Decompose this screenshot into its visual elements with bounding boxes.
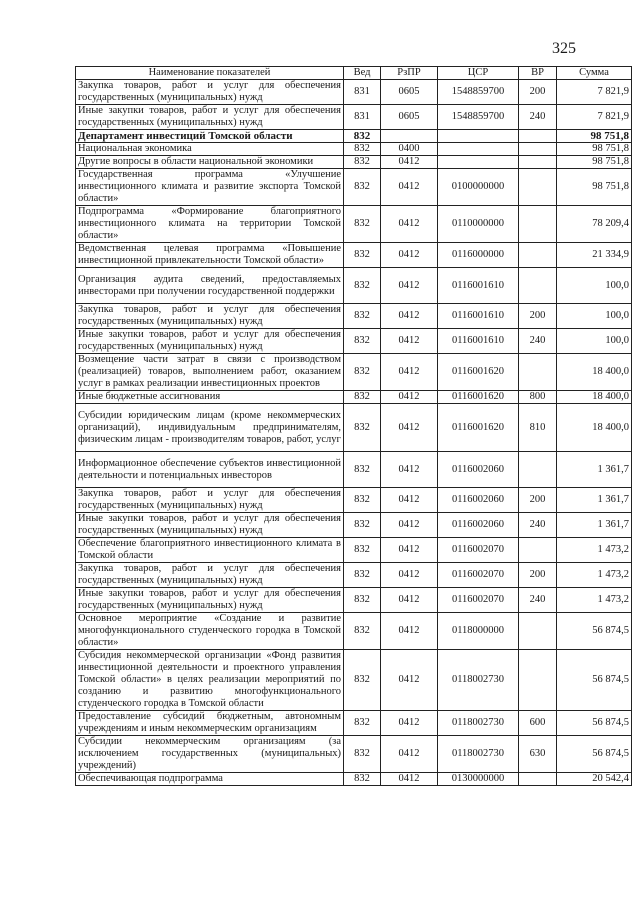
row-rzpr: 0605 <box>381 80 438 105</box>
row-rzpr: 0412 <box>381 404 438 452</box>
row-name: Информационное обеспечение субъектов инвестиционной деятельности и потенциальных инвесторов <box>76 452 344 488</box>
row-name: Другие вопросы в области национальной экономики <box>76 156 344 169</box>
row-name: Возмещение части затрат в связи с производством (реализацией) товаров, выполнением работ, оказанием услуг в рамках реализации инвестиционных проектов <box>76 354 344 391</box>
row-name: Закупка товаров, работ и услуг для обеспечения государственных (муниципальных) нужд <box>76 563 344 588</box>
row-name: Иные закупки товаров, работ и услуг для обеспечения государственных (муниципальных) нужд <box>76 513 344 538</box>
row-rzpr: 0412 <box>381 736 438 773</box>
row-sum: 78 209,4 <box>557 206 632 243</box>
row-sum: 100,0 <box>557 268 632 304</box>
row-rzpr: 0412 <box>381 391 438 404</box>
table-row <box>76 391 632 404</box>
row-rzpr: 0400 <box>381 143 438 156</box>
row-vr <box>519 650 557 711</box>
row-vr <box>519 354 557 391</box>
row-rzpr: 0605 <box>381 105 438 130</box>
row-sum: 98 751,8 <box>557 156 632 169</box>
table-row <box>76 268 632 304</box>
row-sum: 20 542,4 <box>557 773 632 786</box>
row-ved: 832 <box>344 513 381 538</box>
row-sum: 1 473,2 <box>557 563 632 588</box>
row-sum: 7 821,9 <box>557 80 632 105</box>
row-vr: 200 <box>519 80 557 105</box>
table-row <box>76 304 632 329</box>
row-rzpr: 0412 <box>381 169 438 206</box>
row-ved: 832 <box>344 650 381 711</box>
row-sum: 18 400,0 <box>557 391 632 404</box>
table-row <box>76 143 632 156</box>
row-rzpr: 0412 <box>381 650 438 711</box>
row-vr: 240 <box>519 105 557 130</box>
row-csr: 0116001620 <box>438 391 519 404</box>
row-ved: 832 <box>344 206 381 243</box>
row-vr <box>519 268 557 304</box>
row-rzpr: 0412 <box>381 329 438 354</box>
row-name: Иные закупки товаров, работ и услуг для обеспечения государственных (муниципальных) нужд <box>76 329 344 354</box>
row-name: Субсидия некоммерческой организации «Фонд развития инвестиционной деятельности и проектного управления Томской области» в целях реализации мероприятий по созданию и развитию многофункционального студенческого городка в Томской области <box>76 650 344 711</box>
table-body <box>76 80 632 786</box>
row-csr: 0116001610 <box>438 329 519 354</box>
table-row <box>76 130 632 143</box>
row-ved: 832 <box>344 329 381 354</box>
row-vr: 600 <box>519 711 557 736</box>
table-row <box>76 588 632 613</box>
table-row <box>76 404 632 452</box>
row-vr <box>519 773 557 786</box>
row-ved: 832 <box>344 452 381 488</box>
row-ved: 832 <box>344 243 381 268</box>
row-csr: 0116002070 <box>438 563 519 588</box>
row-name: Субсидии юридическим лицам (кроме некоммерческих организаций), индивидуальным предпринимателям, физическим лицам - производителям товаров, работ, услуг <box>76 404 344 452</box>
row-sum: 1 473,2 <box>557 588 632 613</box>
row-ved: 832 <box>344 736 381 773</box>
row-csr: 0130000000 <box>438 773 519 786</box>
row-name: Основное мероприятие «Создание и развитие многофункционального студенческого городка в Томской области» <box>76 613 344 650</box>
row-name: Иные закупки товаров, работ и услуг для обеспечения государственных (муниципальных) нужд <box>76 588 344 613</box>
table-row <box>76 650 632 711</box>
table-header-row <box>76 67 632 80</box>
row-ved: 832 <box>344 773 381 786</box>
row-vr <box>519 613 557 650</box>
row-csr: 1548859700 <box>438 80 519 105</box>
row-ved: 832 <box>344 169 381 206</box>
row-ved: 832 <box>344 304 381 329</box>
row-rzpr: 0412 <box>381 243 438 268</box>
page-number: 325 <box>552 40 576 57</box>
table-row <box>76 329 632 354</box>
row-rzpr: 0412 <box>381 613 438 650</box>
row-csr: 0116000000 <box>438 243 519 268</box>
column-header-ved: Вед <box>344 67 381 80</box>
row-sum: 7 821,9 <box>557 105 632 130</box>
row-rzpr: 0412 <box>381 452 438 488</box>
row-rzpr: 0412 <box>381 513 438 538</box>
row-vr <box>519 130 557 143</box>
row-name: Ведомственная целевая программа «Повышение инвестиционной привлекательности Томской области» <box>76 243 344 268</box>
row-csr: 0116001610 <box>438 304 519 329</box>
row-rzpr: 0412 <box>381 711 438 736</box>
row-name: Организация аудита сведений, предоставляемых инвесторами при получении государственной поддержки <box>76 268 344 304</box>
column-header-csr: ЦСР <box>438 67 519 80</box>
row-csr: 0116002070 <box>438 588 519 613</box>
row-vr <box>519 206 557 243</box>
row-rzpr <box>381 130 438 143</box>
row-sum: 18 400,0 <box>557 404 632 452</box>
row-sum: 21 334,9 <box>557 243 632 268</box>
table-row <box>76 613 632 650</box>
row-name: Закупка товаров, работ и услуг для обеспечения государственных (муниципальных) нужд <box>76 304 344 329</box>
row-name: Предоставление субсидий бюджетным, автономным учреждениям и иным некоммерческим организациям <box>76 711 344 736</box>
row-rzpr: 0412 <box>381 156 438 169</box>
row-vr: 240 <box>519 588 557 613</box>
table-row <box>76 488 632 513</box>
row-vr: 810 <box>519 404 557 452</box>
row-csr: 0100000000 <box>438 169 519 206</box>
row-vr <box>519 143 557 156</box>
row-rzpr: 0412 <box>381 354 438 391</box>
row-sum: 56 874,5 <box>557 613 632 650</box>
row-sum: 18 400,0 <box>557 354 632 391</box>
row-csr: 1548859700 <box>438 105 519 130</box>
row-csr <box>438 156 519 169</box>
row-ved: 832 <box>344 130 381 143</box>
row-name: Обеспечение благоприятного инвестиционного климата в Томской области <box>76 538 344 563</box>
row-ved: 832 <box>344 711 381 736</box>
row-csr <box>438 130 519 143</box>
row-csr <box>438 143 519 156</box>
row-rzpr: 0412 <box>381 304 438 329</box>
row-vr <box>519 538 557 563</box>
row-ved: 832 <box>344 268 381 304</box>
row-vr <box>519 156 557 169</box>
row-csr: 0116002060 <box>438 488 519 513</box>
row-name: Национальная экономика <box>76 143 344 156</box>
row-sum: 100,0 <box>557 329 632 354</box>
table-row <box>76 538 632 563</box>
row-name: Обеспечивающая подпрограмма <box>76 773 344 786</box>
table-row <box>76 169 632 206</box>
row-name: Субсидии некоммерческим организациям (за исключением государственных (муниципальных) учреждений) <box>76 736 344 773</box>
row-sum: 56 874,5 <box>557 736 632 773</box>
row-csr: 0116001620 <box>438 404 519 452</box>
row-vr <box>519 243 557 268</box>
row-ved: 832 <box>344 613 381 650</box>
row-sum: 1 361,7 <box>557 488 632 513</box>
row-ved: 831 <box>344 80 381 105</box>
row-vr: 200 <box>519 563 557 588</box>
row-ved: 831 <box>344 105 381 130</box>
row-sum: 56 874,5 <box>557 711 632 736</box>
column-header-name: Наименование показателей <box>76 67 344 80</box>
table-row <box>76 736 632 773</box>
table-row <box>76 243 632 268</box>
row-sum: 1 361,7 <box>557 452 632 488</box>
row-sum: 1 361,7 <box>557 513 632 538</box>
row-rzpr: 0412 <box>381 563 438 588</box>
row-csr: 0116002060 <box>438 452 519 488</box>
table-row <box>76 80 632 105</box>
row-ved: 832 <box>344 538 381 563</box>
row-csr: 0116002070 <box>438 538 519 563</box>
row-name: Подпрограмма «Формирование благоприятного инвестиционного климата на территории Томской области» <box>76 206 344 243</box>
row-rzpr: 0412 <box>381 538 438 563</box>
row-ved: 832 <box>344 588 381 613</box>
row-ved: 832 <box>344 156 381 169</box>
row-name: Закупка товаров, работ и услуг для обеспечения государственных (муниципальных) нужд <box>76 488 344 513</box>
table-row <box>76 452 632 488</box>
row-rzpr: 0412 <box>381 773 438 786</box>
row-ved: 832 <box>344 404 381 452</box>
row-vr: 200 <box>519 488 557 513</box>
row-vr: 800 <box>519 391 557 404</box>
row-sum: 98 751,8 <box>557 143 632 156</box>
row-ved: 832 <box>344 563 381 588</box>
row-csr: 0110000000 <box>438 206 519 243</box>
row-csr: 0116001610 <box>438 268 519 304</box>
row-sum: 100,0 <box>557 304 632 329</box>
row-csr: 0118002730 <box>438 711 519 736</box>
budget-table <box>75 66 632 786</box>
row-rzpr: 0412 <box>381 268 438 304</box>
row-name: Департамент инвестиций Томской области <box>76 130 344 143</box>
row-sum: 56 874,5 <box>557 650 632 711</box>
table-row <box>76 206 632 243</box>
row-vr <box>519 169 557 206</box>
table-row <box>76 105 632 130</box>
row-name: Государственная программа «Улучшение инвестиционного климата и развитие экспорта Томской области» <box>76 169 344 206</box>
row-vr: 630 <box>519 736 557 773</box>
row-csr: 0116001620 <box>438 354 519 391</box>
table-row <box>76 773 632 786</box>
row-vr <box>519 452 557 488</box>
table-row <box>76 156 632 169</box>
row-ved: 832 <box>344 143 381 156</box>
row-vr: 200 <box>519 304 557 329</box>
row-sum: 1 473,2 <box>557 538 632 563</box>
table-row <box>76 563 632 588</box>
row-ved: 832 <box>344 391 381 404</box>
row-vr: 240 <box>519 513 557 538</box>
row-name: Иные бюджетные ассигнования <box>76 391 344 404</box>
column-header-vr: ВР <box>519 67 557 80</box>
column-header-rzpr: РзПР <box>381 67 438 80</box>
row-csr: 0116002060 <box>438 513 519 538</box>
table-row <box>76 711 632 736</box>
row-sum: 98 751,8 <box>557 169 632 206</box>
row-rzpr: 0412 <box>381 588 438 613</box>
row-csr: 0118000000 <box>438 613 519 650</box>
row-sum: 98 751,8 <box>557 130 632 143</box>
row-rzpr: 0412 <box>381 206 438 243</box>
row-ved: 832 <box>344 354 381 391</box>
table-row <box>76 513 632 538</box>
row-csr: 0118002730 <box>438 736 519 773</box>
row-vr: 240 <box>519 329 557 354</box>
row-csr: 0118002730 <box>438 650 519 711</box>
row-rzpr: 0412 <box>381 488 438 513</box>
row-name: Закупка товаров, работ и услуг для обеспечения государственных (муниципальных) нужд <box>76 80 344 105</box>
column-header-sum: Сумма <box>557 67 632 80</box>
row-name: Иные закупки товаров, работ и услуг для обеспечения государственных (муниципальных) нужд <box>76 105 344 130</box>
table-row <box>76 354 632 391</box>
row-ved: 832 <box>344 488 381 513</box>
